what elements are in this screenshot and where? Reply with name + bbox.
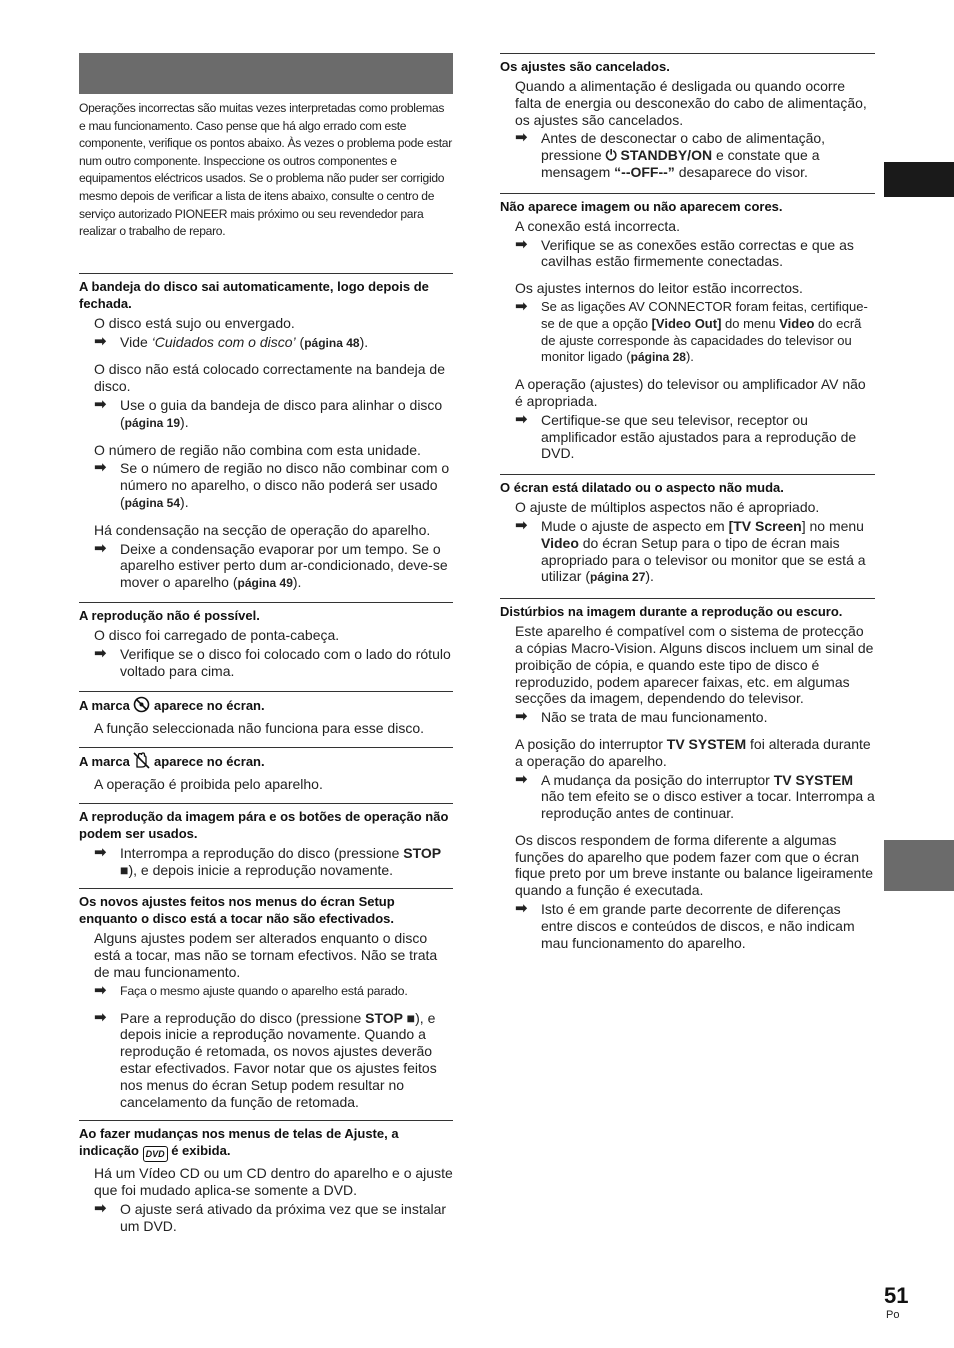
page-reference: página 28 <box>630 350 686 365</box>
issue-tray-opens <box>79 273 453 602</box>
issue-title: Os novos ajustes feitos nos menus do écran Setup enquanto o disco está a tocar não são efectivados. <box>79 894 395 927</box>
remedy: ➡ Deixe a condensação evaporar por um tempo. Se o aparelho estiver perto dum ar-condicionado, deve-se mover o aparelho (página 49). <box>94 539 448 591</box>
issue-invalid-mark <box>79 691 453 747</box>
arrow-right-icon: ➡ <box>94 1008 107 1026</box>
arrow-right-icon: ➡ <box>515 770 528 788</box>
issue-title: A reprodução da imagem pára e os botões de operação não podem ser usados. <box>79 808 449 841</box>
dvd-icon: DVD <box>143 1146 168 1162</box>
remedy: ➡ Se o número de região no disco não combinar com o número no aparelho, o disco não poderá ser usado (página 54). <box>94 459 450 510</box>
issue-title: A bandeja do disco sai automaticamente, logo depois de fechada. <box>79 278 429 311</box>
arrow-right-icon: ➡ <box>515 235 528 253</box>
cause-text: O disco foi carregado de ponta-cabeça. <box>94 626 340 643</box>
page-number: 51 <box>884 1283 909 1308</box>
cause-text: Há condensação na secção de operação do aparelho. <box>94 521 431 538</box>
cause-text: Alguns ajustes podem ser alterados enquanto o disco está a tocar, mas não se tornam efectivos. Não se trata de mau funcionamento. <box>94 930 438 981</box>
page-reference: página 48 <box>304 335 360 350</box>
cause-text: A função seleccionada não funciona para esse disco. <box>94 720 425 737</box>
issue-title: A reprodução não é possível. <box>79 607 260 623</box>
invalid-function-icon <box>133 696 150 717</box>
cause-text: Este aparelho é compatível com o sistema de protecção a cópias Macro-Vision. Alguns discos incluem um sinal de proibição de cópia, e quando este tipo de disco é reproduzido, podem aparecer faixas, etc. em algumas secções da imagem, dependendo do televisor. <box>515 623 874 707</box>
cause-text: Há um Vídeo CD ou um CD dentro do aparelho e o ajuste que foi mudado aplica-se somente a DVD. <box>94 1165 453 1199</box>
issue-title: A marca aparece no écran. <box>79 696 453 717</box>
cause-text: O ajuste de múltiplos aspectos não é apropriado. <box>515 499 820 516</box>
cause-text: O disco está sujo ou envergado. <box>94 314 295 331</box>
issue-image-stops <box>79 803 453 889</box>
page-reference: página 19 <box>124 415 181 430</box>
arrow-right-icon: ➡ <box>515 516 528 534</box>
remedy: ➡ Vide ‘Cuidados com o disco’ (página 48). <box>94 332 369 350</box>
arrow-right-icon: ➡ <box>94 459 107 477</box>
cause-text: O número de região não combina com esta unidade. <box>94 441 421 458</box>
arrow-right-icon: ➡ <box>94 539 107 557</box>
remedy: ➡ Mude o ajuste de aspecto em [TV Screen] no menu Video do écran Setup para o tipo de écran mais apropriado para o televisor ou monitor que se está a utilizar (página 27). <box>515 516 866 585</box>
arrow-right-icon: ➡ <box>94 332 107 350</box>
issue-setup-not-effective <box>79 888 453 1120</box>
remedy: ➡ Faça o mesmo ajuste quando o aparelho está parado. <box>94 981 408 999</box>
cause-text: Quando a alimentação é desligada ou quando ocorre falta de energia ou desconexão do cabo de alimentação, os ajustes são cancelados. <box>515 78 867 128</box>
issue-image-disturbance <box>500 598 875 951</box>
arrow-right-icon: ➡ <box>515 708 528 726</box>
cause-text: A conexão está incorrecta. <box>515 217 680 234</box>
arrow-right-icon: ➡ <box>94 843 107 861</box>
section-header-bar <box>79 53 453 94</box>
right-column <box>500 53 875 953</box>
cause-text: Os ajustes internos do leitor estão incorrectos. <box>515 280 803 297</box>
issue-title: Os ajustes são cancelados. <box>500 59 670 74</box>
page-language: Po <box>886 1309 900 1321</box>
remedy: ➡ A mudança da posição do interruptor TV SYSTEM não tem efeito se o disco estiver a tocar. Interrompa a reprodução antes de continuar. <box>515 770 875 822</box>
chapter-tab-current <box>884 840 954 891</box>
arrow-right-icon: ➡ <box>94 395 107 413</box>
cause-text: O disco não está colocado correctamente na bandeja de disco. <box>94 361 446 395</box>
issue-title: Distúrbios na imagem durante a reprodução ou escuro. <box>500 604 843 620</box>
intro-paragraph: Operações incorrectas são muitas vezes interpretadas como problemas e mau funcionamento. Caso pense que há algo errado com este componente, verifique os pontos abaixo. Às vezes o problema pode estar num outro componente. Inspeccione os outros componentes e equipamentos eléctricos usados. Se o problema não puder ser corrigido mesmo depois de verificar a lista de itens abaixo, consulte o centro de serviço autorizado PIONEER mais próximo ou seu revendedor para realizar o trabalho de reparo. <box>79 101 452 239</box>
page-reference: página 54 <box>124 495 181 510</box>
remedy: ➡ Interrompa a reprodução do disco (pressione STOP ■), e depois inicie a reprodução novamente. <box>94 843 441 878</box>
remedy: ➡ Use o guia da bandeja de disco para alinhar o disco (página 19). <box>94 395 443 430</box>
arrow-right-icon: ➡ <box>515 129 528 147</box>
issue-settings-cancelled <box>500 53 875 193</box>
page-reference: página 49 <box>237 576 293 591</box>
issue-title: Ao fazer mudanças nos menus de telas de Ajuste, a indicação DVD é exibida. <box>79 1125 453 1162</box>
arrow-right-icon: ➡ <box>94 1200 107 1218</box>
arrow-right-icon: ➡ <box>94 644 107 662</box>
remedy: ➡ Pare a reprodução do disco (pressione STOP ■), e depois inicie a reprodução novamente. Quando a reprodução é retomada, os novos ajustes deverão estar efectivados. Favor notar que os ajustes feitos nos menus do écran Setup podem resultar no cancelamento da função de retomada. <box>94 1008 437 1110</box>
remedy: ➡ Verifique se as conexões estão correctas e que as cavilhas estão firmemente conectadas. <box>515 235 854 270</box>
issue-no-image <box>500 193 875 474</box>
issue-title: A marca aparece no écran. <box>79 752 453 773</box>
cause-text: A posição do interruptor TV SYSTEM foi alterada durante a operação do aparelho. <box>515 735 871 769</box>
issue-title: Não aparece imagem ou não aparecem cores. <box>500 198 783 214</box>
issue-screen-dilated <box>500 474 875 598</box>
cause-text: A operação é proibida pelo aparelho. <box>94 776 323 793</box>
issue-playback-impossible <box>79 602 453 691</box>
arrow-right-icon: ➡ <box>515 900 528 918</box>
remedy: ➡ Isto é em grande parte decorrente de diferenças entre discos e conteúdos de discos, e não indicam mau funcionamento do aparelho. <box>515 900 855 951</box>
page-reference: página 27 <box>590 570 646 585</box>
chapter-tab-dark <box>884 162 954 197</box>
issue-dvd-indication <box>79 1120 453 1234</box>
cause-text: A operação (ajustes) do televisor ou amplificador AV não é apropriada. <box>515 376 866 409</box>
left-column <box>79 53 453 1237</box>
cause-text: Os discos respondem de forma diferente a algumas funções do aparelho que podem fazer com que o écran fique preto por um breve instante ou balance ligeiramente quando a função é executada. <box>515 831 873 899</box>
arrow-right-icon: ➡ <box>94 981 107 999</box>
prohibited-hand-icon <box>133 752 150 773</box>
remedy: ➡ O ajuste será ativado da próxima vez que se instalar um DVD. <box>94 1200 447 1234</box>
remedy: ➡ Se as ligações AV CONNECTOR foram feitas, certifique-se de que a opção [Video Out] do menu Video do ecrã de ajuste corresponde às capacidades do televisor ou monitor ligado (página 28). <box>515 297 868 365</box>
remedy: ➡ Verifique se o disco foi colocado com o lado do rótulo voltado para cima. <box>94 644 451 679</box>
remedy: ➡ Antes de desconectar o cabo de alimentação, pressione ⏻ STANDBY/ON e constate que a mensagem “--OFF--” desaparece do visor. <box>515 129 826 180</box>
remedy: ➡ Certifique-se que seu televisor, receptor ou amplificador estão ajustados para a reprodução de DVD. <box>515 410 857 462</box>
arrow-right-icon: ➡ <box>515 297 528 315</box>
arrow-right-icon: ➡ <box>515 410 528 428</box>
issue-prohibited-mark <box>79 747 453 803</box>
issue-title: O écran está dilatado ou o aspecto não muda. <box>500 480 784 496</box>
remedy: ➡ Não se trata de mau funcionamento. <box>515 708 768 726</box>
